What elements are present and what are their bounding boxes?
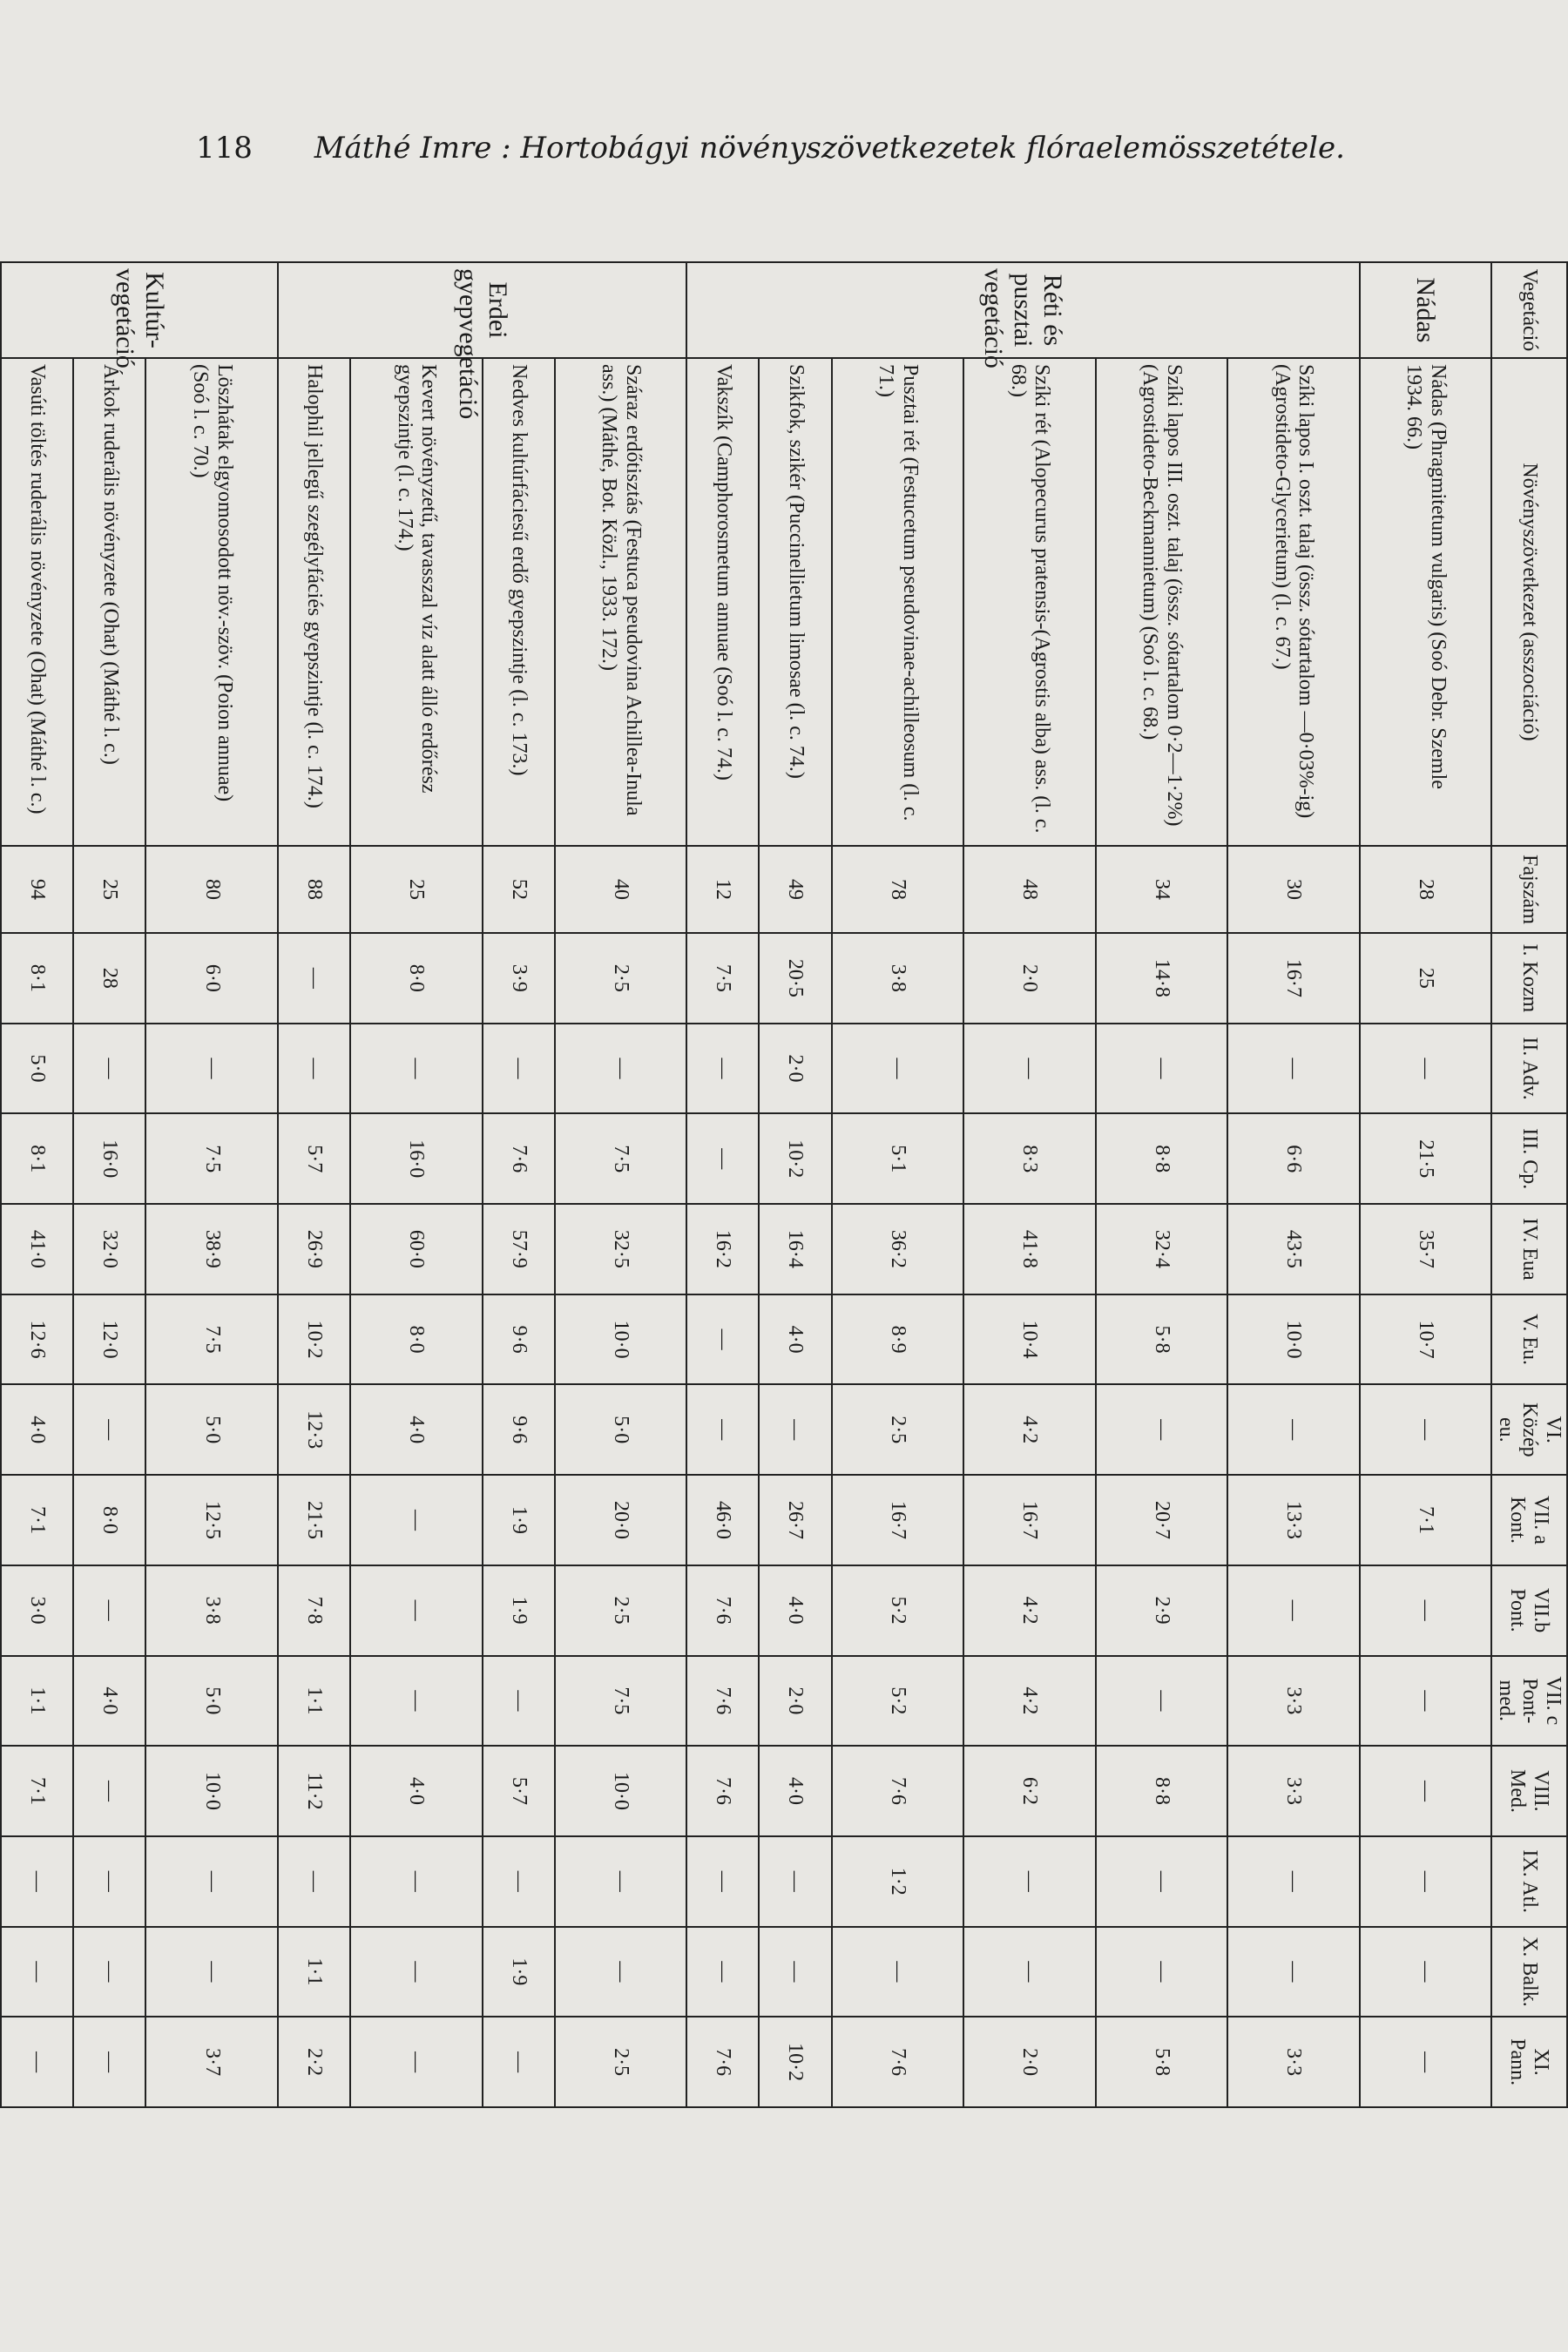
element-percent-cell: 5·2: [832, 1656, 963, 1747]
element-percent-cell: 2·5: [832, 1384, 963, 1475]
association-name: Árkok ruderális növényzete (Ohat) (Máthé l. c.): [73, 358, 145, 846]
rotated-table-wrapper: [0, 261, 1568, 2108]
col-header-species-count: Fajszám: [1491, 846, 1567, 933]
element-percent-cell: 25: [1360, 933, 1491, 1024]
element-percent-cell: 2·0: [963, 2017, 1095, 2107]
element-percent-cell: 8·0: [350, 933, 482, 1024]
species-count-cell: 30: [1227, 846, 1359, 933]
element-percent-cell: 3·3: [1227, 1746, 1359, 1836]
element-percent-cell: 3·0: [1, 1565, 73, 1656]
association-name: Pusztai rét (Festucetum pseudovinae-achilleosum (l. c. 71.): [832, 358, 963, 846]
element-percent-cell: 2·5: [555, 933, 686, 1024]
element-percent-cell: —: [1096, 1656, 1227, 1747]
element-percent-cell: 5·2: [832, 1565, 963, 1656]
element-percent-cell: 1·9: [483, 1927, 555, 2017]
element-percent-cell: —: [483, 1836, 555, 1927]
element-percent-cell: 4·0: [759, 1294, 831, 1385]
element-percent-cell: 9·6: [483, 1384, 555, 1475]
element-percent-cell: —: [1, 2017, 73, 2107]
element-percent-cell: —: [555, 1836, 686, 1927]
table-row: [759, 262, 831, 2107]
association-name: Nádas (Phragmitetum vulgaris) (Soó Debr. Szemle 1934. 66.): [1360, 358, 1491, 846]
table-row: [686, 262, 759, 2107]
col-header-element: VII. c Pont-med.: [1491, 1656, 1567, 1747]
element-percent-cell: —: [73, 2017, 145, 2107]
element-percent-cell: —: [1096, 1836, 1227, 1927]
association-name: Löszhátak elgyomosodott növ.-szöv. (Poion annuae) (Soó l. c. 70.): [145, 358, 277, 846]
element-percent-cell: 1·1: [278, 1656, 350, 1747]
element-percent-cell: 60·0: [350, 1204, 482, 1294]
element-percent-cell: —: [1360, 1836, 1491, 1927]
element-percent-cell: 41·0: [1, 1204, 73, 1294]
element-percent-cell: 10·0: [555, 1746, 686, 1836]
element-percent-cell: 8·1: [1, 933, 73, 1024]
vegetation-group-label: Réti és pusztai vegetáció: [686, 262, 1359, 358]
element-percent-cell: 8·8: [1096, 1113, 1227, 1204]
association-name: Vakszík (Camphorosmetum annuae (Soó l. c. 74.): [686, 358, 759, 846]
col-header-association: Növényszövetkezet (asszociáció): [1491, 358, 1567, 846]
element-percent-cell: 10·0: [1227, 1294, 1359, 1385]
element-percent-cell: 26·7: [759, 1475, 831, 1565]
table-row: [278, 262, 350, 2107]
element-percent-cell: —: [73, 1565, 145, 1656]
vegetation-group-label: Nádas: [1360, 262, 1491, 358]
element-percent-cell: —: [963, 1024, 1095, 1114]
element-percent-cell: 4·0: [759, 1565, 831, 1656]
element-percent-cell: 2·0: [963, 933, 1095, 1024]
element-percent-cell: —: [278, 933, 350, 1024]
element-percent-cell: 4·2: [963, 1384, 1095, 1475]
col-header-element: III. Cp.: [1491, 1113, 1567, 1204]
element-percent-cell: —: [1360, 1927, 1491, 2017]
species-count-cell: 48: [963, 846, 1095, 933]
element-percent-cell: —: [963, 1836, 1095, 1927]
element-percent-cell: —: [1, 1836, 73, 1927]
element-percent-cell: 38·9: [145, 1204, 277, 1294]
element-percent-cell: 7·8: [278, 1565, 350, 1656]
col-header-element: XI. Pann.: [1491, 2017, 1567, 2107]
element-percent-cell: 16·7: [963, 1475, 1095, 1565]
element-percent-cell: —: [73, 1927, 145, 2017]
element-percent-cell: 20·0: [555, 1475, 686, 1565]
association-name: Kevert növényzetű, tavasszal víz alatt álló erdőrész gyepszintje (l. c. 174.): [350, 358, 482, 846]
element-percent-cell: 20·7: [1096, 1475, 1227, 1565]
element-percent-cell: 20·5: [759, 933, 831, 1024]
element-percent-cell: —: [73, 1384, 145, 1475]
element-percent-cell: —: [686, 1384, 759, 1475]
element-percent-cell: —: [1096, 1024, 1227, 1114]
element-percent-cell: —: [145, 1024, 277, 1114]
association-name: Szíki lapos III. oszt. talaj (össz. sótartalom 0·2—1·2%) (Agrostideto-Beckmannietum) (Soó l. c. 68.): [1096, 358, 1227, 846]
table-row: [350, 262, 482, 2107]
association-name: Szikfok, szikér (Puccinellietum limosae (l. c. 74.): [759, 358, 831, 846]
element-percent-cell: 41·8: [963, 1204, 1095, 1294]
element-percent-cell: 7·5: [555, 1113, 686, 1204]
element-percent-cell: 6·2: [963, 1746, 1095, 1836]
element-percent-cell: —: [350, 1656, 482, 1747]
table-row: [1227, 262, 1359, 2107]
element-percent-cell: 1·2: [832, 1836, 963, 1927]
element-percent-cell: 2·2: [278, 2017, 350, 2107]
element-percent-cell: 5·8: [1096, 2017, 1227, 2107]
element-percent-cell: 5·1: [832, 1113, 963, 1204]
element-percent-cell: 2·9: [1096, 1565, 1227, 1656]
element-percent-cell: —: [832, 1024, 963, 1114]
element-percent-cell: —: [73, 1746, 145, 1836]
col-header-element: IV. Eua: [1491, 1204, 1567, 1294]
element-percent-cell: 32·5: [555, 1204, 686, 1294]
element-percent-cell: 5·7: [278, 1113, 350, 1204]
col-header-element: VI. Közép eu.: [1491, 1384, 1567, 1475]
element-percent-cell: 7·5: [145, 1113, 277, 1204]
element-percent-cell: —: [350, 1024, 482, 1114]
col-header-element: VII.b Pont.: [1491, 1565, 1567, 1656]
element-percent-cell: 16·2: [686, 1204, 759, 1294]
element-percent-cell: 4·0: [350, 1384, 482, 1475]
species-count-cell: 28: [1360, 846, 1491, 933]
table-row: [555, 262, 686, 2107]
element-percent-cell: —: [350, 1836, 482, 1927]
page-number: 118: [196, 131, 253, 166]
element-percent-cell: —: [832, 1927, 963, 2017]
element-percent-cell: 16·7: [1227, 933, 1359, 1024]
col-header-element: X. Balk.: [1491, 1927, 1567, 2017]
table-row: [832, 262, 963, 2107]
col-header-element: IX. Atl.: [1491, 1836, 1567, 1927]
species-count-cell: 52: [483, 846, 555, 933]
element-percent-cell: —: [686, 1024, 759, 1114]
element-percent-cell: 3·8: [145, 1565, 277, 1656]
element-percent-cell: 4·2: [963, 1565, 1095, 1656]
element-percent-cell: —: [73, 1024, 145, 1114]
element-percent-cell: 7·6: [832, 1746, 963, 1836]
element-percent-cell: 5·0: [1, 1024, 73, 1114]
element-percent-cell: 9·6: [483, 1294, 555, 1385]
species-count-cell: 25: [73, 846, 145, 933]
element-percent-cell: 1·9: [483, 1475, 555, 1565]
vegetation-group-label: Erdei gyepvegetáció: [278, 262, 686, 358]
element-percent-cell: 3·3: [1227, 1656, 1359, 1747]
col-header-vegetation: Vegetáció: [1491, 262, 1567, 358]
table-header-row: [1491, 262, 1567, 2107]
col-header-element: I. Kozm: [1491, 933, 1567, 1024]
species-count-cell: 49: [759, 846, 831, 933]
element-percent-cell: 5·0: [555, 1384, 686, 1475]
element-percent-cell: 7·6: [483, 1113, 555, 1204]
page-title: Máthé Imre : Hortobágyi növényszövetkezetek flóraelemösszetétele.: [314, 131, 1345, 166]
element-percent-cell: —: [1360, 2017, 1491, 2107]
col-header-element: VII. a Kont.: [1491, 1475, 1567, 1565]
element-percent-cell: 10·4: [963, 1294, 1095, 1385]
element-percent-cell: 12·3: [278, 1384, 350, 1475]
element-percent-cell: —: [1360, 1024, 1491, 1114]
species-count-cell: 25: [350, 846, 482, 933]
species-count-cell: 34: [1096, 846, 1227, 933]
col-header-element: II. Adv.: [1491, 1024, 1567, 1114]
element-percent-cell: 11·2: [278, 1746, 350, 1836]
element-percent-cell: —: [1360, 1746, 1491, 1836]
element-percent-cell: 5·8: [1096, 1294, 1227, 1385]
element-percent-cell: 1·1: [1, 1656, 73, 1747]
vegetation-group-label: Kultúr-vegetáció: [1, 262, 278, 358]
element-percent-cell: —: [1360, 1656, 1491, 1747]
element-percent-cell: —: [350, 1565, 482, 1656]
col-header-element: V. Eu.: [1491, 1294, 1567, 1385]
table-row: [1360, 262, 1491, 2107]
element-percent-cell: —: [555, 1927, 686, 2017]
element-percent-cell: 10·0: [145, 1746, 277, 1836]
table-body: [1, 262, 1491, 2107]
element-percent-cell: 16·0: [350, 1113, 482, 1204]
species-count-cell: 88: [278, 846, 350, 933]
element-percent-cell: 21·5: [1360, 1113, 1491, 1204]
element-percent-cell: 8·0: [73, 1475, 145, 1565]
flora-element-table: [0, 261, 1568, 2108]
element-percent-cell: 8·9: [832, 1294, 963, 1385]
element-percent-cell: 14·8: [1096, 933, 1227, 1024]
element-percent-cell: 7·6: [686, 1565, 759, 1656]
element-percent-cell: —: [350, 2017, 482, 2107]
element-percent-cell: —: [483, 1024, 555, 1114]
element-percent-cell: —: [1227, 1024, 1359, 1114]
table-row: [73, 262, 145, 2107]
element-percent-cell: —: [278, 1024, 350, 1114]
element-percent-cell: 7·5: [145, 1294, 277, 1385]
element-percent-cell: —: [483, 1656, 555, 1747]
element-percent-cell: 10·2: [759, 1113, 831, 1204]
association-name: Nedves kultúrfáciesű erdő gyepszintje (l. c. 173.): [483, 358, 555, 846]
table-row: [483, 262, 555, 2107]
element-percent-cell: 10·2: [759, 2017, 831, 2107]
element-percent-cell: 36·2: [832, 1204, 963, 1294]
element-percent-cell: 35·7: [1360, 1204, 1491, 1294]
element-percent-cell: 2·5: [555, 2017, 686, 2107]
association-name: Száraz erdőtisztás (Festuca pseudovina Achillea-Inula ass.) (Máthé, Bot. Közl., 1933. 172.): [555, 358, 686, 846]
element-percent-cell: 12·0: [73, 1294, 145, 1385]
element-percent-cell: 7·1: [1360, 1475, 1491, 1565]
table-row: [1, 262, 73, 2107]
element-percent-cell: 7·5: [686, 933, 759, 1024]
element-percent-cell: —: [1227, 1565, 1359, 1656]
element-percent-cell: 32·0: [73, 1204, 145, 1294]
species-count-cell: 80: [145, 846, 277, 933]
element-percent-cell: 32·4: [1096, 1204, 1227, 1294]
element-percent-cell: 4·0: [1, 1384, 73, 1475]
element-percent-cell: 2·5: [555, 1565, 686, 1656]
element-percent-cell: 43·5: [1227, 1204, 1359, 1294]
element-percent-cell: —: [686, 1927, 759, 2017]
element-percent-cell: 12·5: [145, 1475, 277, 1565]
element-percent-cell: 2·0: [759, 1656, 831, 1747]
element-percent-cell: —: [1, 1927, 73, 2017]
element-percent-cell: 2·0: [759, 1024, 831, 1114]
species-count-cell: 12: [686, 846, 759, 933]
element-percent-cell: —: [686, 1836, 759, 1927]
element-percent-cell: —: [1227, 1927, 1359, 2017]
element-percent-cell: 7·6: [686, 1656, 759, 1747]
species-count-cell: 40: [555, 846, 686, 933]
element-percent-cell: 1·1: [278, 1927, 350, 2017]
table-row: [963, 262, 1095, 2107]
element-percent-cell: 4·0: [759, 1746, 831, 1836]
element-percent-cell: —: [759, 1927, 831, 2017]
association-name: Halophil jellegű szegélyfáciés gyepszintje (l. c. 174.): [278, 358, 350, 846]
element-percent-cell: 13·3: [1227, 1475, 1359, 1565]
element-percent-cell: 12·6: [1, 1294, 73, 1385]
element-percent-cell: 5·7: [483, 1746, 555, 1836]
element-percent-cell: 6·0: [145, 933, 277, 1024]
element-percent-cell: 1·9: [483, 1565, 555, 1656]
element-percent-cell: 4·0: [73, 1656, 145, 1747]
element-percent-cell: 7·1: [1, 1475, 73, 1565]
element-percent-cell: 10·7: [1360, 1294, 1491, 1385]
element-percent-cell: 10·2: [278, 1294, 350, 1385]
element-percent-cell: 57·9: [483, 1204, 555, 1294]
element-percent-cell: —: [483, 2017, 555, 2107]
element-percent-cell: 16·7: [832, 1475, 963, 1565]
element-percent-cell: —: [1227, 1836, 1359, 1927]
element-percent-cell: —: [686, 1294, 759, 1385]
element-percent-cell: 4·0: [350, 1746, 482, 1836]
element-percent-cell: 7·5: [555, 1656, 686, 1747]
element-percent-cell: —: [1227, 1384, 1359, 1475]
page-header: [196, 131, 1381, 174]
element-percent-cell: —: [555, 1024, 686, 1114]
element-percent-cell: 46·0: [686, 1475, 759, 1565]
element-percent-cell: —: [963, 1927, 1095, 2017]
element-percent-cell: 3·3: [1227, 2017, 1359, 2107]
element-percent-cell: 3·8: [832, 933, 963, 1024]
element-percent-cell: —: [350, 1927, 482, 2017]
element-percent-cell: —: [145, 1836, 277, 1927]
element-percent-cell: 7·6: [832, 2017, 963, 2107]
element-percent-cell: 3·7: [145, 2017, 277, 2107]
element-percent-cell: —: [73, 1836, 145, 1927]
element-percent-cell: 16·0: [73, 1113, 145, 1204]
element-percent-cell: 8·3: [963, 1113, 1095, 1204]
element-percent-cell: 26·9: [278, 1204, 350, 1294]
element-percent-cell: 21·5: [278, 1475, 350, 1565]
element-percent-cell: 5·0: [145, 1384, 277, 1475]
element-percent-cell: —: [145, 1927, 277, 2017]
association-name: Vasúti töltés ruderális növényzete (Ohat) (Máthé l. c.): [1, 358, 73, 846]
element-percent-cell: 16·4: [759, 1204, 831, 1294]
element-percent-cell: 5·0: [145, 1656, 277, 1747]
element-percent-cell: —: [759, 1836, 831, 1927]
element-percent-cell: —: [759, 1384, 831, 1475]
element-percent-cell: —: [1096, 1927, 1227, 2017]
element-percent-cell: 7·6: [686, 1746, 759, 1836]
element-percent-cell: 6·6: [1227, 1113, 1359, 1204]
element-percent-cell: —: [686, 1113, 759, 1204]
association-name: Szíki lapos I. oszt. talaj (össz. sótartalom —0·03%-ig) (Agrostideto-Glycerietum) (l. c. 67.): [1227, 358, 1359, 846]
element-percent-cell: 8·8: [1096, 1746, 1227, 1836]
element-percent-cell: —: [1360, 1384, 1491, 1475]
element-percent-cell: 3·9: [483, 933, 555, 1024]
element-percent-cell: 8·0: [350, 1294, 482, 1385]
element-percent-cell: 8·1: [1, 1113, 73, 1204]
element-percent-cell: 28: [73, 933, 145, 1024]
element-percent-cell: 7·1: [1, 1746, 73, 1836]
table-row: [145, 262, 277, 2107]
species-count-cell: 78: [832, 846, 963, 933]
element-percent-cell: 10·0: [555, 1294, 686, 1385]
element-percent-cell: 7·6: [686, 2017, 759, 2107]
species-count-cell: 94: [1, 846, 73, 933]
table-row: [1096, 262, 1227, 2107]
element-percent-cell: —: [1096, 1384, 1227, 1475]
col-header-element: VIII. Med.: [1491, 1746, 1567, 1836]
element-percent-cell: —: [1360, 1565, 1491, 1656]
association-name: Szíki rét (Alopecurus pratensis-(Agrostis alba) ass. (l. c. 68.): [963, 358, 1095, 846]
element-percent-cell: —: [350, 1475, 482, 1565]
element-percent-cell: 4·2: [963, 1656, 1095, 1747]
element-percent-cell: —: [278, 1836, 350, 1927]
